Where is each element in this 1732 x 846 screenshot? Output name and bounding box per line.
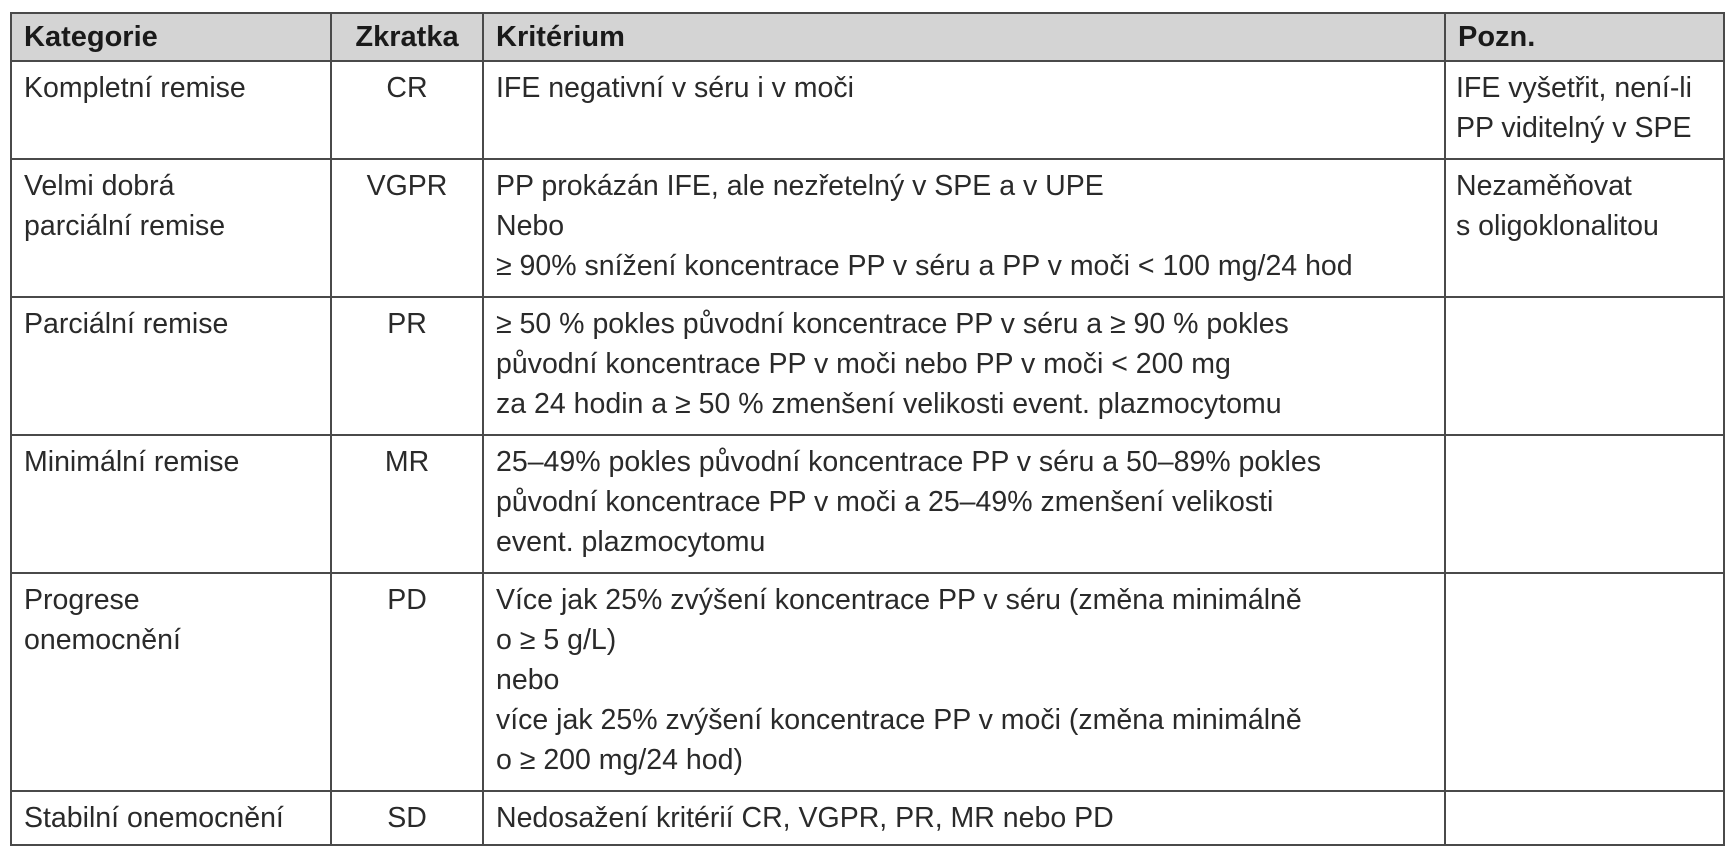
- table-row: [11, 435, 1724, 573]
- category-text: Velmi dobrá: [24, 170, 175, 202]
- criterion-text: o ≥ 5 g/L): [496, 624, 617, 656]
- criterion-text: event. plazmocytomu: [496, 526, 766, 558]
- criterion-cell: [483, 573, 1445, 791]
- criterion-text: IFE negativní v séru i v moči: [496, 72, 854, 104]
- header-note: Pozn.: [1445, 13, 1724, 61]
- criterion-text: Nedosažení kritérií CR, VGPR, PR, MR nebo PD: [496, 802, 1114, 834]
- criterion-text: Nebo: [496, 210, 565, 242]
- abbreviation-cell: CR: [331, 61, 483, 159]
- response-criteria-table: [10, 12, 1725, 846]
- note-text: s oligoklonalitou: [1456, 210, 1659, 242]
- table-row: [11, 297, 1724, 435]
- table-row: [11, 159, 1724, 297]
- table-row: [11, 791, 1724, 845]
- abbreviation-cell: VGPR: [331, 159, 483, 297]
- note-cell: [1445, 791, 1724, 845]
- criterion-text: o ≥ 200 mg/24 hod): [496, 744, 743, 776]
- abbreviation-cell: PD: [331, 573, 483, 791]
- header-abbreviation: Zkratka: [331, 13, 483, 61]
- note-cell: [1445, 435, 1724, 573]
- note-cell: [1445, 297, 1724, 435]
- category-text: Minimální remise: [24, 446, 240, 478]
- category-text: Kompletní remise: [24, 72, 246, 104]
- header-criterion: Kritérium: [483, 13, 1445, 61]
- abbreviation-cell: MR: [331, 435, 483, 573]
- criterion-text: PP prokázán IFE, ale nezřetelný v SPE a v UPE: [496, 170, 1104, 202]
- category-cell: [11, 297, 331, 435]
- category-cell: [11, 159, 331, 297]
- category-text: Stabilní onemocnění: [24, 802, 284, 834]
- abbreviation-cell: PR: [331, 297, 483, 435]
- criterion-text: původní koncentrace PP v moči a 25–49% zmenšení velikosti: [496, 486, 1274, 518]
- category-cell: [11, 435, 331, 573]
- response-criteria-document: [10, 12, 1723, 846]
- category-text: onemocnění: [24, 624, 181, 656]
- category-cell: [11, 61, 331, 159]
- note-cell: [1445, 159, 1724, 297]
- category-text: Progrese: [24, 584, 140, 616]
- criterion-cell: [483, 791, 1445, 845]
- criterion-text: nebo: [496, 664, 560, 696]
- criterion-text: Více jak 25% zvýšení koncentrace PP v séru (změna minimálně: [496, 584, 1302, 616]
- criterion-text: původní koncentrace PP v moči nebo PP v moči < 200 mg: [496, 348, 1231, 380]
- category-text: Parciální remise: [24, 308, 229, 340]
- criterion-text: více jak 25% zvýšení koncentrace PP v moči (změna minimálně: [496, 704, 1302, 736]
- header-category: Kategorie: [11, 13, 331, 61]
- criterion-text: za 24 hodin a ≥ 50 % zmenšení velikosti event. plazmocytomu: [496, 388, 1282, 420]
- criterion-text: 25–49% pokles původní koncentrace PP v séru a 50–89% pokles: [496, 446, 1321, 478]
- category-text: parciální remise: [24, 210, 226, 242]
- note-cell: [1445, 573, 1724, 791]
- criterion-cell: [483, 159, 1445, 297]
- category-cell: [11, 573, 331, 791]
- criterion-cell: [483, 297, 1445, 435]
- note-text: Nezaměňovat: [1456, 170, 1632, 202]
- criterion-text: ≥ 90% snížení koncentrace PP v séru a PP v moči < 100 mg/24 hod: [496, 250, 1353, 282]
- abbreviation-cell: SD: [331, 791, 483, 845]
- criterion-cell: [483, 435, 1445, 573]
- note-text: IFE vyšetřit, není-li: [1456, 72, 1692, 104]
- criterion-cell: [483, 61, 1445, 159]
- category-cell: [11, 791, 331, 845]
- table-row: [11, 573, 1724, 791]
- criterion-text: ≥ 50 % pokles původní koncentrace PP v séru a ≥ 90 % pokles: [496, 308, 1289, 340]
- note-text: PP viditelný v SPE: [1456, 112, 1692, 144]
- note-cell: [1445, 61, 1724, 159]
- table-row: [11, 61, 1724, 159]
- table-header-row: [11, 13, 1724, 61]
